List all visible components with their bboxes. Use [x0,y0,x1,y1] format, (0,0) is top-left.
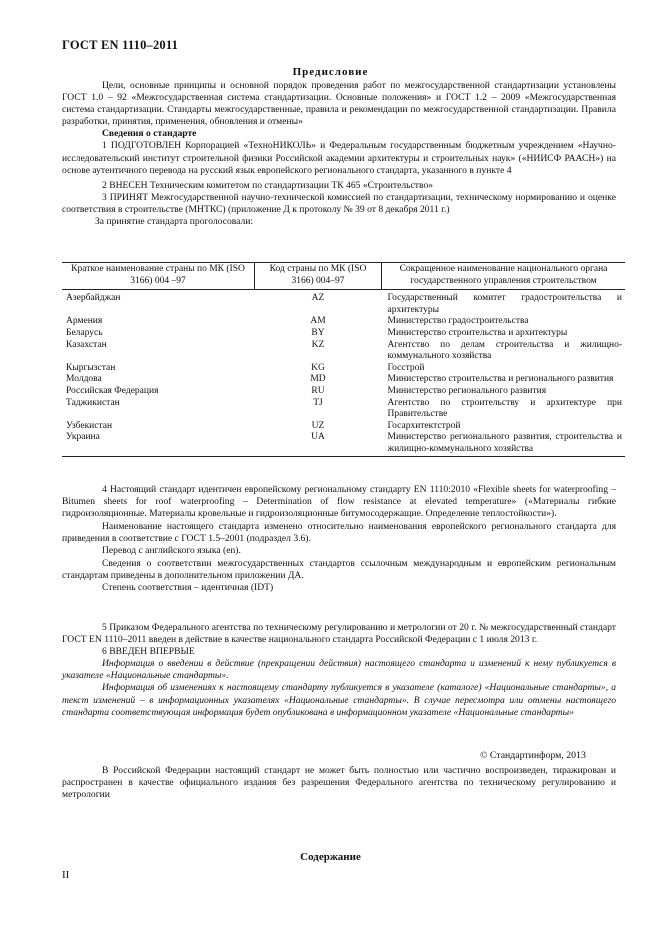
header-authority: Сокращенное наименование национального органа государственного управления строительством [382,263,626,290]
voting-countries-table [62,262,625,457]
authority-name: Министерство регионального развития [387,385,547,396]
section-4-references: Сведения о соответствии межгосударственных стандартов ссылочным международным и европейским региональным стандартам приведены в дополнительном приложении ДА. [62,557,616,581]
table-header-row [62,263,625,290]
page-number: II [62,869,70,881]
country-name: Беларусь [66,327,103,338]
table-row [62,316,625,328]
authority-name: Министерство строительства и архитектуры [387,327,568,338]
table-row [62,290,625,317]
country-name: Молдова [66,374,102,385]
section-4-translation: Перевод с английского языка (en). [102,545,241,557]
section-6-first-introduced: 6 ВВЕДЕН ВПЕРВЫЕ [102,646,195,658]
authority-name: Агентство по строительству и архитектуре при Правительстве [387,397,622,420]
preface-intro: Цели, основные принципы и основной порядок проведения работ по межгосударственной стандартизации установлены ГОСТ 1.0 – 92 «Межгосударственная система стандартизации. Основные положения» и ГОСТ 1.2 – 2009 «Межгосударственная система стандартизации. Стандарты межгосударственные, правила и рекомендации по межгосударственной стандартизации. Правила разработки, принятия, применения, обновления и отмены» [62,80,616,128]
country-code: BY [311,327,325,338]
country-code: KG [311,362,325,373]
header-code: Код страны по МК (ISO 3166) 004–97 [255,263,382,290]
authority-name: Министерство строительства и регионального развития [387,374,614,385]
item-2-introduced: 2 ВНЕСЕН Техническим комитетом по стандартизации ТК 465 «Строительство» [102,179,434,191]
section-4-identical: 4 Настоящий стандарт идентичен европейскому региональному стандарту EN 1110:2010 «Flexible sheets for waterproofing – Bitumen sheets for roof waterproofing – Determination of flow resistance at elevated temperature» («Материалы гибкие гидроизоляционные. Материалы кровельные и гидроизоляционные битумосодержащие. Определение теплостойкости»). [62,484,616,520]
section-6-info-publication: Информация о введении в действие (прекращении действия) настоящего стандарта и изменений к нему публикуется в указателе «Национальные стандарты». [62,658,616,682]
document-header-code: ГОСТ EN 1110–2011 [62,38,179,52]
table-row [62,363,625,375]
country-name: Узбекистан [66,420,113,431]
table-row [62,432,625,456]
preface-title: Предисловие [292,66,369,78]
country-code: AZ [311,293,325,304]
authority-name: Министерство регионального развития, строительства и жилищно-коммунального хозяйства [382,432,626,456]
table-row [62,421,625,433]
section-4-conformity: Степень соответствия – идентичная (IDT) [102,581,274,593]
country-code: TJ [313,397,323,408]
country-code: AM [310,316,326,327]
vote-text: За принятие стандарта проголосовали: [95,216,254,228]
final-notice-block [62,765,616,801]
table-row [62,340,625,363]
country-code: UZ [311,420,325,431]
table-row [62,374,625,386]
table-row [62,398,625,421]
item-1-prepared: 1 ПОДГОТОВЛЕН Корпорацией «ТехноНИКОЛЬ» и Федеральным государственным бюджетным учреждением «Научно-исследовательский институт строительной физики Российской академии архитектуры и строительных наук» («НИИСФ РААСН») на основе аутентичного перевода на русский язык европейского регионального стандарта, указанного в пункте 4 [62,140,616,176]
copyright-line: © Стандартинформ, 2013 [480,750,586,761]
item-3-adopted: 3 ПРИНЯТ Межгосударственной научно-технической комиссией по стандартизации, техническому нормированию и оценке соответствия в строительстве (МНТКС) (приложение Д к протоколу № 39 от 8 декабря 2011 г.) [62,191,616,215]
country-code: RU [311,385,325,396]
header-country: Краткое наименование страны по МК (ISO 3166) 004 –97 [62,263,255,290]
contents-title: Содержание [300,851,361,863]
authority-name: Госстрой [387,362,425,373]
section-4-name-change: Наименование настоящего стандарта изменено относительно наименования европейского регионального стандарта для приведения в соответствие с ГОСТ 1.5–2001 (подраздел 3.6). [62,521,616,545]
table-row [62,386,625,398]
country-name: Украина [62,432,255,456]
country-name: Кыргызстан [66,362,116,373]
authority-name: Министерство градостроительства [387,316,529,327]
country-name: Российская Федерация [66,385,159,396]
country-name: Таджикистан [66,397,120,408]
authority-name: Государственный комитет градостроительства и архитектуры [387,293,622,315]
country-name: Армения [66,316,103,327]
preface-block [62,80,616,228]
authority-name: Госархитектстрой [387,420,461,431]
section-5-block [62,622,616,719]
section-4-block [62,484,616,594]
table-row [62,328,625,340]
section-6-changes-publication: Информация об изменениях к настоящему стандарту публикуется в указателе (каталоге) «Национальные стандарты», а текст изменений – в информационных указателях «Национальные стандарты». В случае пересмотра или отмены настоящего стандарта соответствующая информация будет опубликована в информационном указателе «Национальные стандарты» [62,682,616,718]
country-name: Казахстан [66,339,107,350]
country-code: MD [310,374,326,385]
info-heading: Сведения о стандарте [102,128,197,140]
section-5-order: 5 Приказом Федерального агентства по техническому регулированию и метрологии от 20 г. № межгосударственный стандарт ГОСТ EN 1110–2011 введен в действие в качестве национального стандарта Российской Федерации с 1 июля 2013 г. [62,622,616,646]
authority-name: Агентство по делам строительства и жилищно-коммунального хозяйства [387,339,622,362]
final-notice: В Российской Федерации настоящий стандарт не может быть полностью или частично воспроизведен, тиражирован и распространен в качестве официального издания без разрешения Федерального агентства по техническому регулированию и метрологии [62,765,616,801]
country-code: UA [255,432,382,456]
country-name: Азербайджан [66,293,121,304]
country-code: KZ [311,339,325,350]
